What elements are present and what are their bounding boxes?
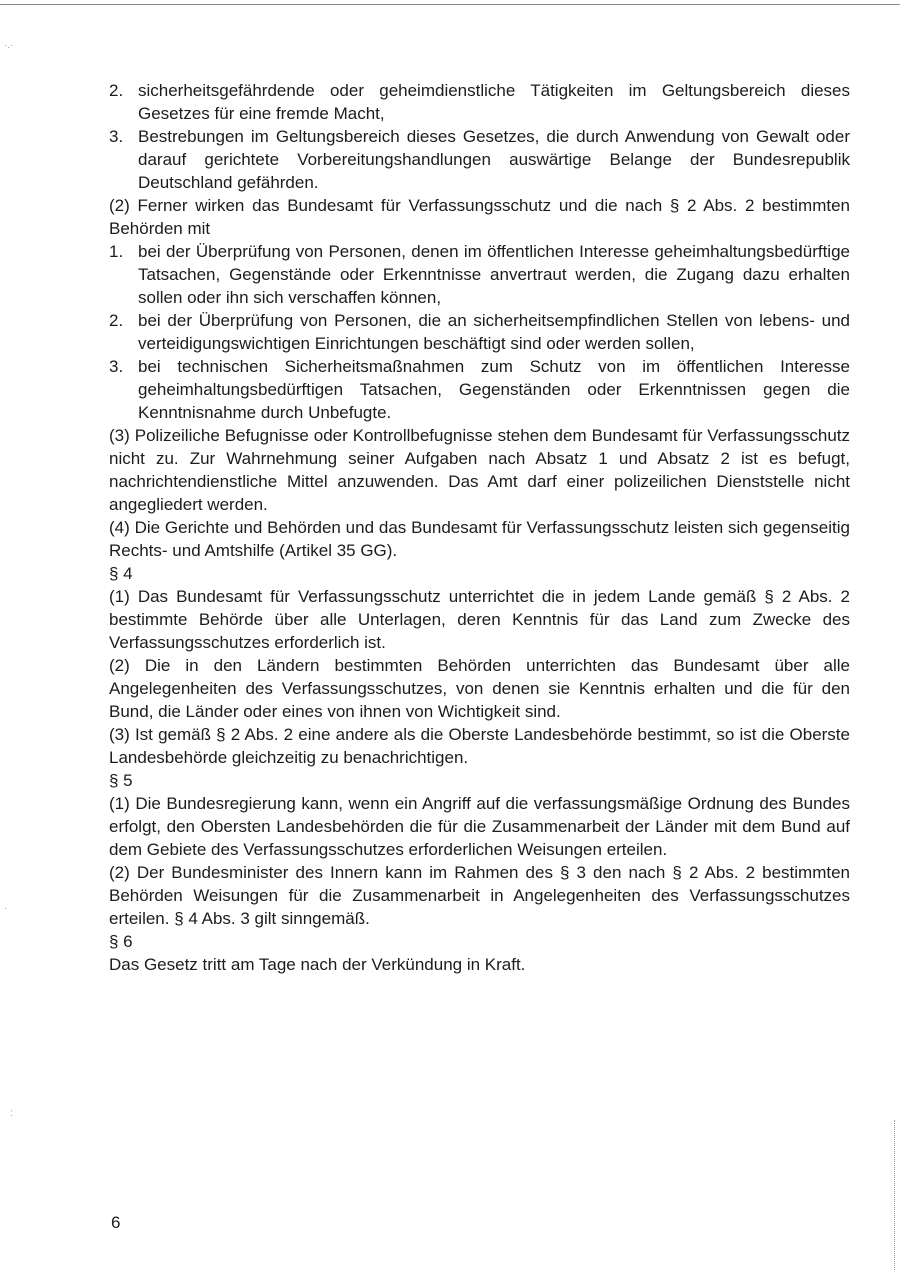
section-6 [109, 953, 850, 976]
paragraph-3-4: (4) Die Gerichte und Behörden und das Bundesamt für Verfassungsschutz leisten sich gegenseitig Rechts- und Amtshilfe (Artikel 35 GG). [109, 518, 850, 560]
document-body [109, 79, 850, 976]
list-item-text: sicherheitsgefährdende oder geheimdienstliche Tätigkeiten im Geltungsbereich dieses Gesetzes für eine fremde Macht, [138, 81, 850, 123]
top-border-line [0, 4, 900, 5]
paragraph-5-2: (2) Der Bundesminister des Innern kann im Rahmen des § 3 den nach § 2 Abs. 2 bestimmten Behörden Weisungen für die Zusammenarbeit in Angelegenheiten des Verfassungsschutzes erteilen. § 4 Abs. 3 gilt sinngemäß. [109, 863, 850, 928]
margin-speck: · [4, 903, 8, 914]
paragraph-4-2: (2) Die in den Ländern bestimmten Behörden unterrichten das Bundesamt über alle Angelegenheiten des Verfassungsschutzes, von denen sie Kenntnis erhalten und die für den Bund, die Länder oder eines von ihnen von Wichtigkeit sind. [109, 656, 850, 721]
list-item-text: bei der Überprüfung von Personen, die an sicherheitsempfindlichen Stellen von lebens- und verteidigungswichtigen Einrichtungen beschäftigt sind oder werden sollen, [138, 311, 850, 353]
list-item-number: 2. [109, 311, 124, 330]
list-item [109, 79, 850, 125]
list-item-text: Bestrebungen im Geltungsbereich dieses Gesetzes, die durch Anwendung von Gewalt oder darauf gerichtete Vorbereitungshandlungen auswärtige Belange der Bundesrepublik Deutschland gefährden. [138, 127, 850, 192]
list-item [109, 240, 850, 309]
list-item-number: 2. [109, 81, 124, 100]
paragraph-3-2: (2) Ferner wirken das Bundesamt für Verfassungsschutz und die nach § 2 Abs. 2 bestimmten Behörden mit [109, 196, 850, 238]
list-item-number: 3. [109, 357, 124, 376]
section-4 [109, 585, 850, 769]
list-item [109, 355, 850, 424]
paragraph-4-3: (3) Ist gemäß § 2 Abs. 2 eine andere als die Oberste Landesbehörde bestimmt, so ist die Oberste Landesbehörde gleichzeitig zu benachrichtigen. [109, 725, 850, 767]
right-edge-dotted-line [894, 1120, 895, 1270]
section-heading-4: § 4 [109, 564, 133, 583]
paragraph-5-1: (1) Die Bundesregierung kann, wenn ein Angriff auf die verfassungsmäßige Ordnung des Bundes erfolgt, den Obersten Landesbehörden die für die Zusammenarbeit der Länder mit dem Bund auf dem Gebiete des Verfassungsschutzes erforderlichen Weisungen erteilen. [109, 794, 850, 859]
margin-speck: ·.· [4, 40, 14, 51]
list-item-text: bei technischen Sicherheitsmaßnahmen zum Schutz von im öffentlichen Interesse geheimhaltungsbedürftigen Tatsachen, Gegenständen oder Erkenntnissen gegen die Kenntnisnahme durch Unbefugte. [138, 357, 850, 422]
page-number: 6 [111, 1213, 121, 1232]
list-item-number: 3. [109, 127, 124, 146]
section-heading-5: § 5 [109, 771, 133, 790]
list-item [109, 309, 850, 355]
paragraph-3-3: (3) Polizeiliche Befugnisse oder Kontrollbefugnisse stehen dem Bundesamt für Verfassungsschutz nicht zu. Zur Wahrnehmung seiner Aufgaben nach Absatz 1 und Absatz 2 ist es befugt, nachrichtendienstliche Mittel anzuwenden. Das Amt darf einer polizeilichen Dienststelle nicht angegliedert werden. [109, 426, 850, 514]
paragraph-6: Das Gesetz tritt am Tage nach der Verkündung in Kraft. [109, 955, 526, 974]
list-item-number: 1. [109, 242, 124, 261]
section-3-continued [109, 79, 850, 562]
margin-speck: : [10, 1108, 13, 1119]
section-5 [109, 792, 850, 930]
list-item [109, 125, 850, 194]
section-heading-6: § 6 [109, 932, 133, 951]
list-item-text: bei der Überprüfung von Personen, denen im öffentlichen Interesse geheimhaltungsbedürftige Tatsachen, Gegenstände oder Erkenntnisse anvertraut werden, die Zugang dazu erhalten sollen oder ihn sich verschaffen können, [138, 242, 850, 307]
paragraph-4-1: (1) Das Bundesamt für Verfassungsschutz unterrichtet die in jedem Lande gemäß § 2 Abs. 2 bestimmte Behörde über alle Unterlagen, deren Kenntnis für das Land zum Zwecke des Verfassungsschutzes erforderlich ist. [109, 587, 850, 652]
